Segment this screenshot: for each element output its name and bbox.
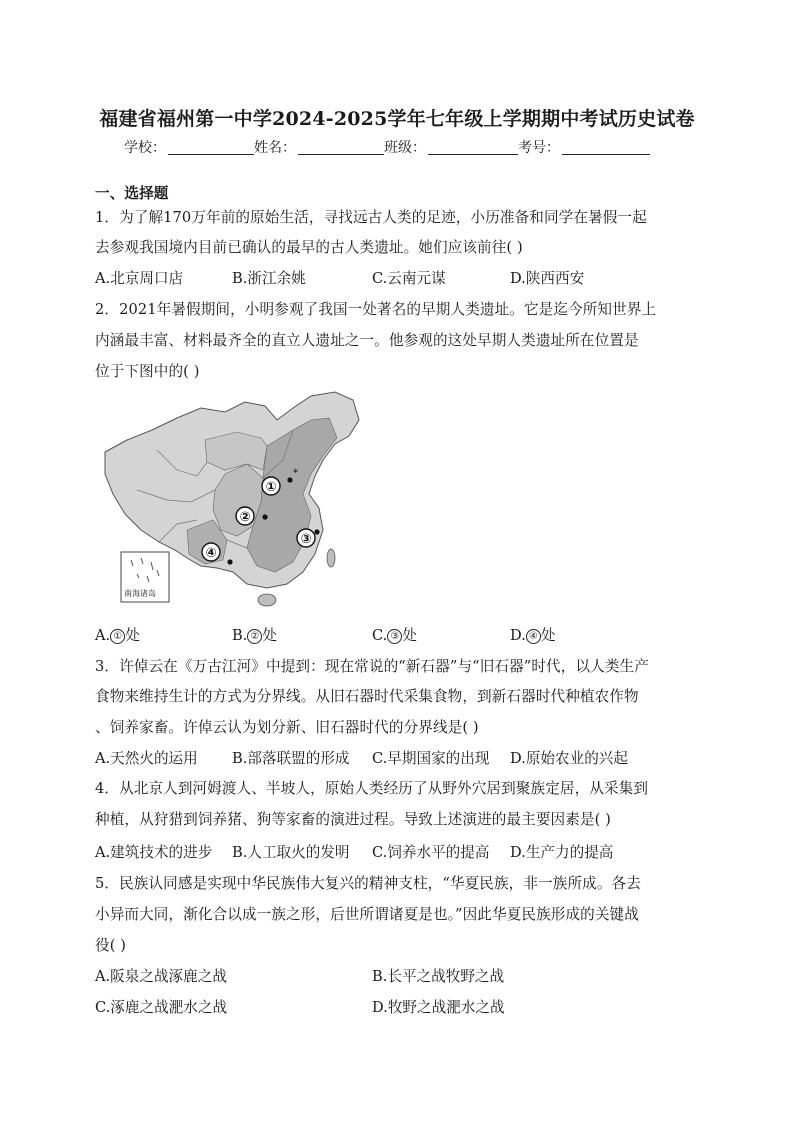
map-marker-2 [236, 507, 254, 525]
map-label-3: ③ [300, 532, 312, 547]
school-label: 学校： [124, 140, 166, 156]
q2-option-b-mark: ② [247, 629, 262, 644]
q5-line-3: 役( ) [95, 937, 127, 954]
q2-line-1: 2．2021年暑假期间，小明参观了我国一处著名的早期人类遗址。它是迄今所知世界上 [95, 301, 657, 318]
q2-option-a-mark: ① [110, 629, 125, 644]
q5-option-c[interactable]: C.涿鹿之战淝水之战 [95, 999, 228, 1016]
map-label-1: ① [265, 480, 277, 495]
q1-line-1: 1．为了解170万年前的原始生活，寻找远古人类的足迹，小历准备和同学在暑假一起 [95, 209, 647, 226]
q5-line-2: 小异而大同，渐化合以成一族之形，后世所谓诸夏是也。”因此华夏民族形成的关键战 [95, 906, 639, 923]
q4-option-d[interactable]: D.生产力的提高 [510, 844, 614, 861]
q4-option-c[interactable]: C.饲养水平的提高 [372, 844, 490, 861]
number-blank[interactable] [562, 140, 650, 155]
q4-option-a[interactable]: A.建筑技术的进步 [95, 844, 213, 861]
section-title: 一、选择题 [95, 185, 169, 202]
china-map [97, 390, 363, 610]
q4-line-1: 4．从北京人到河姆渡人、半坡人，原始人类经历了从野外穴居到聚族定居，从采集到 [95, 780, 649, 797]
exam-title: 福建省福州第一中学2024-2025学年七年级上学期期中考试历史试卷 [99, 108, 695, 130]
q5-option-d[interactable]: D.牧野之战淝水之战 [372, 999, 505, 1016]
map-label-2: ② [239, 510, 251, 525]
map-label-4: ④ [205, 546, 217, 561]
q2-line-2: 内涵最丰富、材料最齐全的直立人遗址之一。他参观的这处早期人类遗址所在位置是 [95, 332, 639, 349]
q1-option-d[interactable]: D.陕西西安 [510, 270, 585, 287]
q2-option-a[interactable]: A. ① 处 [95, 627, 140, 644]
class-label: 班级： [384, 140, 426, 156]
map-marker-1 [262, 477, 280, 495]
q4-line-2: 种植，从狩猎到饲养猪、狗等家畜的演进过程。导致上述演进的最主要因素是( ) [95, 811, 611, 828]
map-marker-4 [202, 543, 220, 561]
class-blank[interactable] [428, 140, 518, 155]
q5-line-1: 5．民族认同感是实现中华民族伟大复兴的精神支柱，“华夏民族，非一族所成。各去 [95, 875, 641, 892]
q3-option-d[interactable]: D.原始农业的兴起 [510, 750, 628, 767]
q2-option-c-mark: ③ [387, 629, 402, 644]
site-dot-3 [314, 529, 319, 534]
q3-line-1: 3．许倬云在《万古江河》中提到：现在常说的“新石器”与“旧石器”时代，以人类生产 [95, 658, 649, 675]
q2-option-b[interactable]: B. ② 处 [232, 627, 277, 644]
map-taiwan [327, 549, 335, 567]
map-hainan [258, 594, 276, 606]
q3-line-2: 食物来维持生计的方式为分界线。从旧石器时代采集食物，到新石器时代种植农作物 [95, 688, 639, 705]
svg-text:*: * [293, 468, 298, 479]
q3-option-a[interactable]: A.天然火的运用 [95, 750, 198, 767]
q2-option-d[interactable]: D. ④ 处 [510, 627, 556, 644]
q1-option-c[interactable]: C.云南元谋 [372, 270, 446, 287]
name-blank[interactable] [298, 140, 384, 155]
q5-option-b[interactable]: B.长平之战牧野之战 [372, 968, 505, 985]
q4-option-b[interactable]: B.人工取火的发明 [232, 844, 350, 861]
q1-line-2: 去参观我国境内目前已确认的最早的古人类遗址。她们应该前往( ) [95, 239, 523, 256]
q2-option-d-mark: ④ [526, 629, 541, 644]
q3-line-3: 、饲养家畜。许倬云认为划分新、旧石器时代的分界线是( ) [95, 719, 479, 736]
q5-option-a[interactable]: A.阪泉之战涿鹿之战 [95, 968, 227, 985]
site-dot-4 [227, 559, 232, 564]
q3-option-c[interactable]: C.早期国家的出现 [372, 750, 490, 767]
site-dot-1 [287, 477, 292, 482]
q1-option-a[interactable]: A.北京周口店 [95, 270, 184, 287]
student-info-row [124, 137, 650, 157]
map-marker-3 [297, 529, 315, 547]
q2-option-c[interactable]: C. ③ 处 [372, 627, 417, 644]
q1-option-b[interactable]: B.浙江余姚 [232, 270, 306, 287]
map-inset-label: 南海诸岛 [124, 589, 156, 598]
site-dot-2 [262, 514, 267, 519]
name-label: 姓名： [254, 140, 296, 156]
school-blank[interactable] [168, 140, 254, 155]
number-label: 考号： [518, 140, 560, 156]
q2-line-3: 位于下图中的( ) [95, 363, 200, 380]
map-north-region [205, 432, 267, 470]
q3-option-b[interactable]: B.部落联盟的形成 [232, 750, 350, 767]
